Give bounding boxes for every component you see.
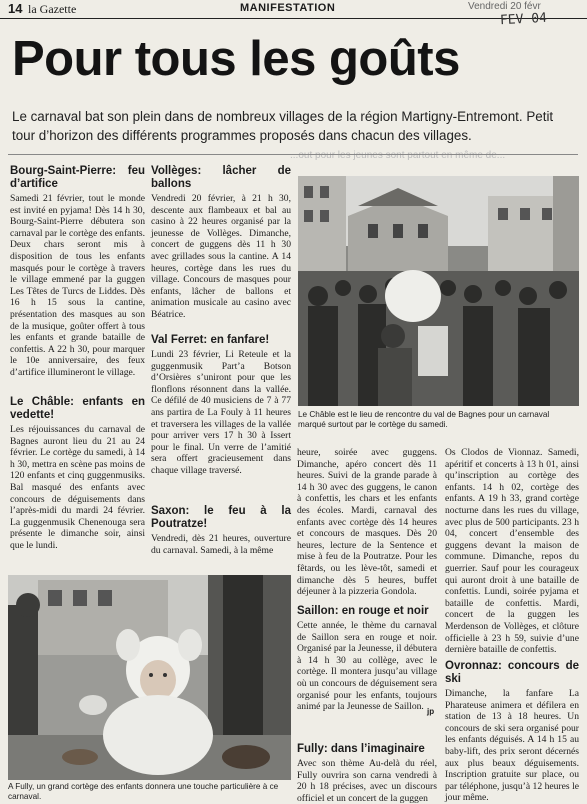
article-bourg <box>10 165 145 379</box>
lead-paragraph: Le carnaval bat son plein dans de nombreux villages de la région Martigny-Entremont. Petit tour d’horizon des différents programmes proposés dans chacun des villages. <box>12 109 554 143</box>
article-heading: Val Ferret: en fanfare! <box>151 334 270 346</box>
article-body: heure, soirée avec guggens. Dimanche, apéro concert dès 11 heures. Suivi de la grande parade à 14 h 30 avec des guggens, le canon à confettis, les chars et les enfants des écoles. Mardi, carnaval des enfants avec cortège dès 14 heures et concours de masques. Dès 20 heures, lecture de la Sentence et mise à feu de la Poutratze. Pour les fêtards, ou les lève-tôt, samedi et dimanche dès 5 heures, buffet déjeuner à la pizzeria Gondola. <box>297 447 437 598</box>
article-saillon <box>297 605 437 713</box>
article-body: Vendredi 20 février, à 21 h 30, descente aux flambeaux et bal au casino à 22 heures organisé par la jeunesse de Vollèges. Dimanche, concert de guggens dès 11 h 30 avec grillades sous la cantine. A 14 heures, cortège dans les rues du village. Concours de masques pour enfants, lâcher de ballons et animation musicale au casino avec Béatrice. <box>151 193 291 320</box>
article-body: Dimanche, la fanfare La Pharateuse animera et défilera en station de 13 à 18 heures. Un concours de ski sera organisé pour les enfants déguisés. A 14 h 15 au baby-lift, des prix seront décernés aux plus beaux déguisements. Inscription gratuite sur place, ou par téléphone, jusqu’à 12 heures le jour même. <box>445 688 579 804</box>
article-heading: Bourg-Saint-Pierre: feu d’artifice <box>10 165 145 190</box>
article-body: Les réjouissances du carnaval de Bagnes auront lieu du 21 au 24 février. Le cortège du samedi, à 14 h 30, mettra en scène pas moins de 120 enfants et cinq guggenmusiks. Bal masqué des enfants avec concours de déguisements dans l’après-midi du mardi 24 février. La guggenmusik Chenenouga sera présente le dimanche soir, ainsi que le lundi. <box>10 424 145 551</box>
issue-date: Vendredi 20 févr <box>468 1 541 12</box>
photo-fully-carnival <box>8 575 291 780</box>
publication-name: la Gazette <box>28 2 77 16</box>
article-saxon <box>151 505 291 556</box>
article-chable <box>10 396 145 552</box>
article-valferret <box>151 334 291 477</box>
article-volleges <box>151 165 291 321</box>
article-ovronnaz <box>445 660 579 804</box>
article-body: Cette année, le thème du carnaval de Saillon sera en rouge et noir. Organisé par la Jeunesse, il débutera à 14 h 30 au collège, avec le cortège. Il montera jusqu’au village où un concours de déguisement sera organisé pour les enfants, toujours animé par la Jeunesse de Saillon. <box>297 620 437 713</box>
article-body: Os Clodos de Vionnaz. Samedi, apéritif et concerts à 13 h 01, ainsi qu’inscription au cortège des enfants. 14 h 02, cortège des enfants. A 19 h 33, grand cortège nocturne dans les rues du village, avec plus de 500 participants. 23 h 04, concert d’ensemble des guggens devant la maison de commune. Dimanche, repos du guerrier. Sauf pour les courageux qui auront droit à une bataille de confettis. Lundi, soirée pyjama et bataille de confettis. Mardi, concert de la guggen les Merdenson de Vollèges, et clôture officielle à 23 h 59, suivie d’une dernière bataille de confettis. <box>445 447 579 656</box>
article-heading: Saxon: le feu à la Poutratze! <box>151 505 291 530</box>
carnival-crowd-image <box>298 176 579 406</box>
author-signature: jp <box>427 707 435 716</box>
article-heading: Vollèges: lâcher de ballons <box>151 165 291 190</box>
child-in-costume-image <box>8 575 291 780</box>
section-name: MANIFESTATION <box>240 2 336 14</box>
photo-caption: Le Châble est le lieu de rencontre du val de Bagnes pour un carnaval marqué surtout par le cortège du samedi. <box>298 410 550 429</box>
article-body: Samedi 21 février, tout le monde est invité en pyjama! Dès 14 h 30, Bourg-Saint-Pierre débutera son carnaval par le cortège des enfants. Deux chars seront mis à disposition de tous les enfants masqués pour le cortège à travers le village emmené par la guggen Les Têtes de Turcs de Liddes. Dès 16 h 15 sous la cantine, présentation des masques au son de la musique, goûter offert à tous les enfants et grande bataille de confettis. A 22 h 30, pour marquer le 10e anniversaire, des feux d’artifice illumineront le village. <box>10 193 145 378</box>
article-fully-continued <box>445 447 579 656</box>
article-saxon-continued <box>297 447 437 598</box>
headline: Pour tous les goûts <box>12 32 460 86</box>
article-fully <box>297 743 437 804</box>
article-body: Avec son thème Au-delà du réel, Fully ouvrira son carna vendredi à 20 h 18 précises, avec un discours officiel et un concert de la guggen <box>297 758 437 804</box>
article-heading: Saillon: en rouge et noir <box>297 605 429 617</box>
page-number: 14 <box>8 1 23 16</box>
handwritten-note: FEV 04 <box>499 10 548 29</box>
divider <box>8 154 578 155</box>
article-heading: Ovronnaz: concours de ski <box>445 660 579 685</box>
bleed-through-text: ...out pour les jeunes sont partout en même de... <box>290 150 506 161</box>
article-heading: Fully: dans l’imaginaire <box>297 743 425 755</box>
article-body: Vendredi, dès 21 heures, ouverture du carnaval. Samedi, à la même <box>151 533 291 556</box>
article-heading: Le Châble: enfants en vedette! <box>10 396 145 421</box>
photo-chable-carnival <box>298 176 579 406</box>
photo-caption: A Fully, un grand cortège des enfants donnera une touche particulière à ce carnaval. <box>8 782 279 801</box>
article-body: Lundi 23 février, Li Reteule et la guggenmusik Part’a Botson d’Orsières s’uniront pour que les flonflons résonnent dans la vallée. Ce défilé de 40 musiciens de 7 à 77 ans partira de La Fouly à 11 heures et traversera les villages de la vallée pour arriver vers 17 h 30 à Issert pour le final. Un verre de l’amitié sera offert gracieusement dans chaque village traversé. <box>151 349 291 476</box>
